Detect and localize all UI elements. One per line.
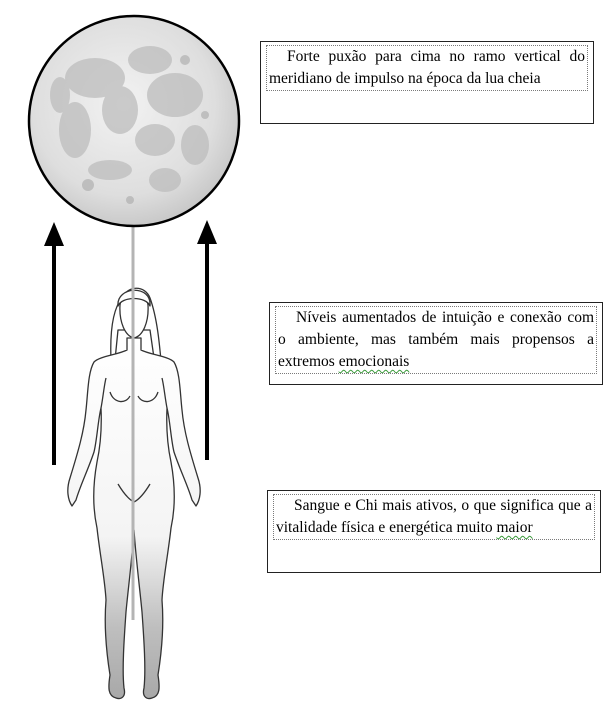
- callout-emotion: [269, 302, 603, 385]
- full-moon: [29, 16, 239, 226]
- callout-moon: [260, 41, 594, 124]
- callout-moon-text: Forte puxão para cima no ramo vertical do meridiano de impulso na época da lua cheia: [266, 45, 588, 91]
- callout-vitality-tail: maior: [496, 519, 533, 536]
- callout-emotion-text: [275, 306, 597, 374]
- callout-emotion-body: Níveis aumentados de intuição e conexão com o ambiente, mas também mais propensos a extremos: [278, 309, 594, 370]
- arrow-up-right: [197, 220, 217, 460]
- arrow-up-left: [44, 222, 64, 465]
- callout-vitality: [267, 490, 601, 573]
- callout-vitality-text: [273, 494, 595, 540]
- callout-vitality-body: Sangue e Chi mais ativos, o que significa que a vitalidade física e energética muito: [276, 497, 592, 536]
- callout-emotion-tail: emocionais: [338, 353, 410, 370]
